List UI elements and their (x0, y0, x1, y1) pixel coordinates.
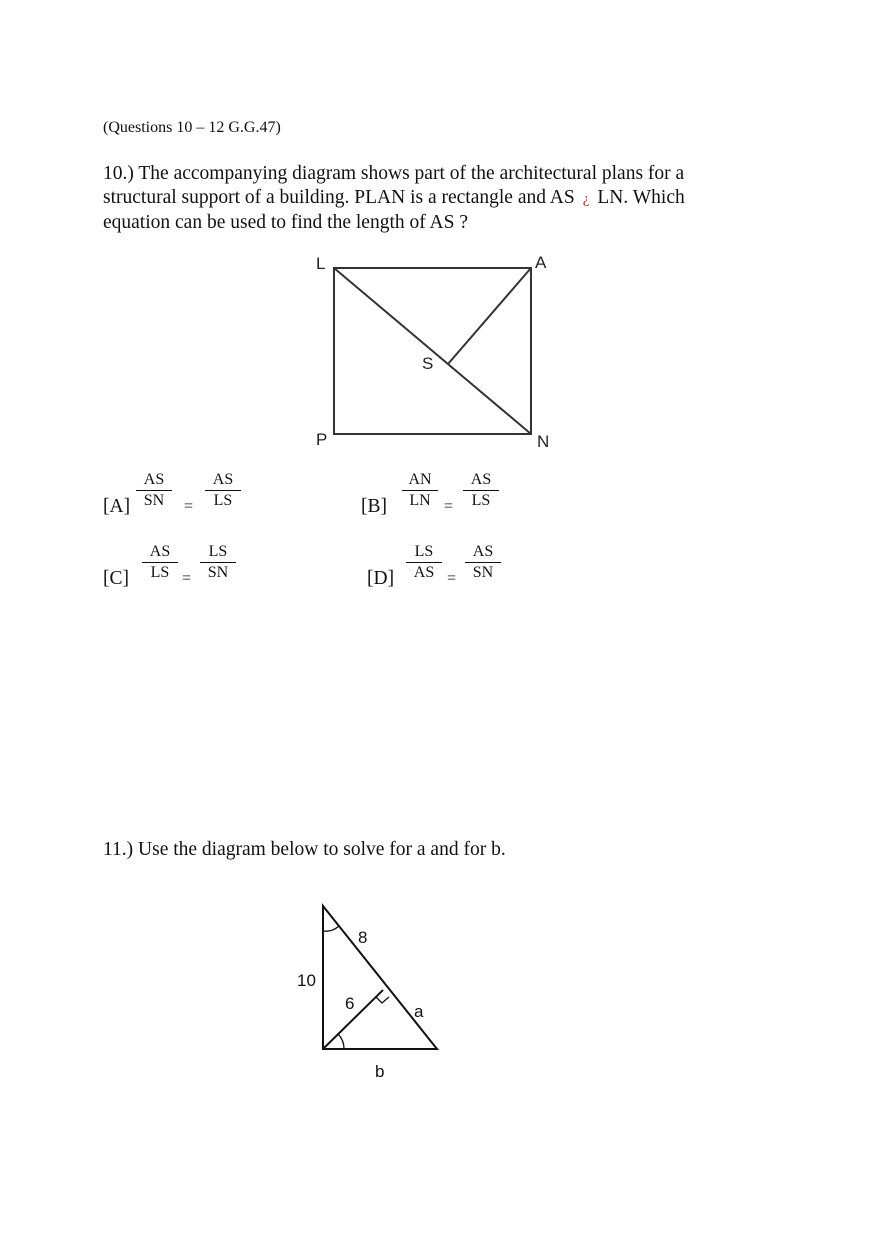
option-c-left-fraction (142, 543, 178, 582)
fraction-denominator: LS (150, 564, 170, 581)
equals-sign: = (184, 498, 194, 515)
option-b-label: [B] (361, 496, 387, 517)
diagonal-ln (334, 268, 531, 434)
option-c-label: [C] (103, 568, 129, 589)
fraction-numerator: AS (465, 543, 501, 563)
vertex-label-p: P (316, 430, 328, 449)
perpendicular-symbol-glyph: ¿ (582, 190, 590, 207)
side-label-a: a (414, 1002, 424, 1021)
option-a-left-fraction (136, 471, 172, 510)
vertex-label-n: N (537, 432, 550, 451)
fraction-numerator: AN (402, 471, 438, 491)
question-10-line-3: equation can be used to find the length of AS ? (103, 212, 468, 233)
fraction-denominator: LS (213, 492, 233, 509)
altitude-label-6: 6 (345, 994, 355, 1013)
fraction-numerator: AS (142, 543, 178, 563)
equals-sign: = (444, 498, 454, 515)
question-10-line-2-end: LN. Which (597, 186, 685, 208)
option-d-label: [D] (367, 568, 395, 589)
side-label-b: b (375, 1062, 385, 1081)
question-11-text: 11.) Use the diagram below to solve for a and for b. (103, 839, 506, 860)
triangle-outline (323, 906, 437, 1049)
rectangle-plan-diagram (300, 250, 570, 455)
top-angle-arc (323, 926, 339, 931)
option-b-right-fraction (463, 471, 499, 510)
option-c-right-fraction (200, 543, 236, 582)
option-a-label: [A] (103, 496, 131, 517)
option-b-left-fraction (402, 471, 438, 510)
question-10-line-2 (103, 186, 783, 212)
vertex-label-l: L (316, 254, 326, 273)
fraction-denominator: SN (143, 492, 165, 509)
side-label-10: 10 (297, 971, 316, 990)
fraction-numerator: LS (200, 543, 236, 563)
vertex-label-a: A (535, 253, 547, 272)
questions-header: (Questions 10 – 12 G.G.47) (103, 119, 281, 136)
option-a-right-fraction (205, 471, 241, 510)
fraction-denominator: LN (409, 492, 431, 509)
fraction-numerator: AS (205, 471, 241, 491)
segment-as (448, 268, 531, 364)
side-label-8: 8 (358, 928, 368, 947)
fraction-numerator: AS (136, 471, 172, 491)
fraction-denominator: SN (207, 564, 229, 581)
vertex-label-s: S (422, 354, 434, 373)
bottom-angle-arc (338, 1034, 344, 1049)
option-d-right-fraction (465, 543, 501, 582)
question-10-text (103, 162, 783, 235)
question-10-line-1: 10.) The accompanying diagram shows part of the architectural plans for a (103, 163, 685, 184)
option-d-left-fraction (406, 543, 442, 582)
equals-sign: = (182, 570, 192, 587)
question-10-line-2-start: structural support of a building. PLAN is a rectangle and AS (103, 186, 575, 208)
right-triangle-diagram (290, 895, 450, 1090)
fraction-numerator: AS (463, 471, 499, 491)
fraction-denominator: AS (413, 564, 435, 581)
fraction-numerator: LS (406, 543, 442, 563)
fraction-denominator: LS (471, 492, 491, 509)
fraction-denominator: SN (472, 564, 494, 581)
right-angle-marker (376, 997, 389, 1003)
equals-sign: = (447, 570, 457, 587)
